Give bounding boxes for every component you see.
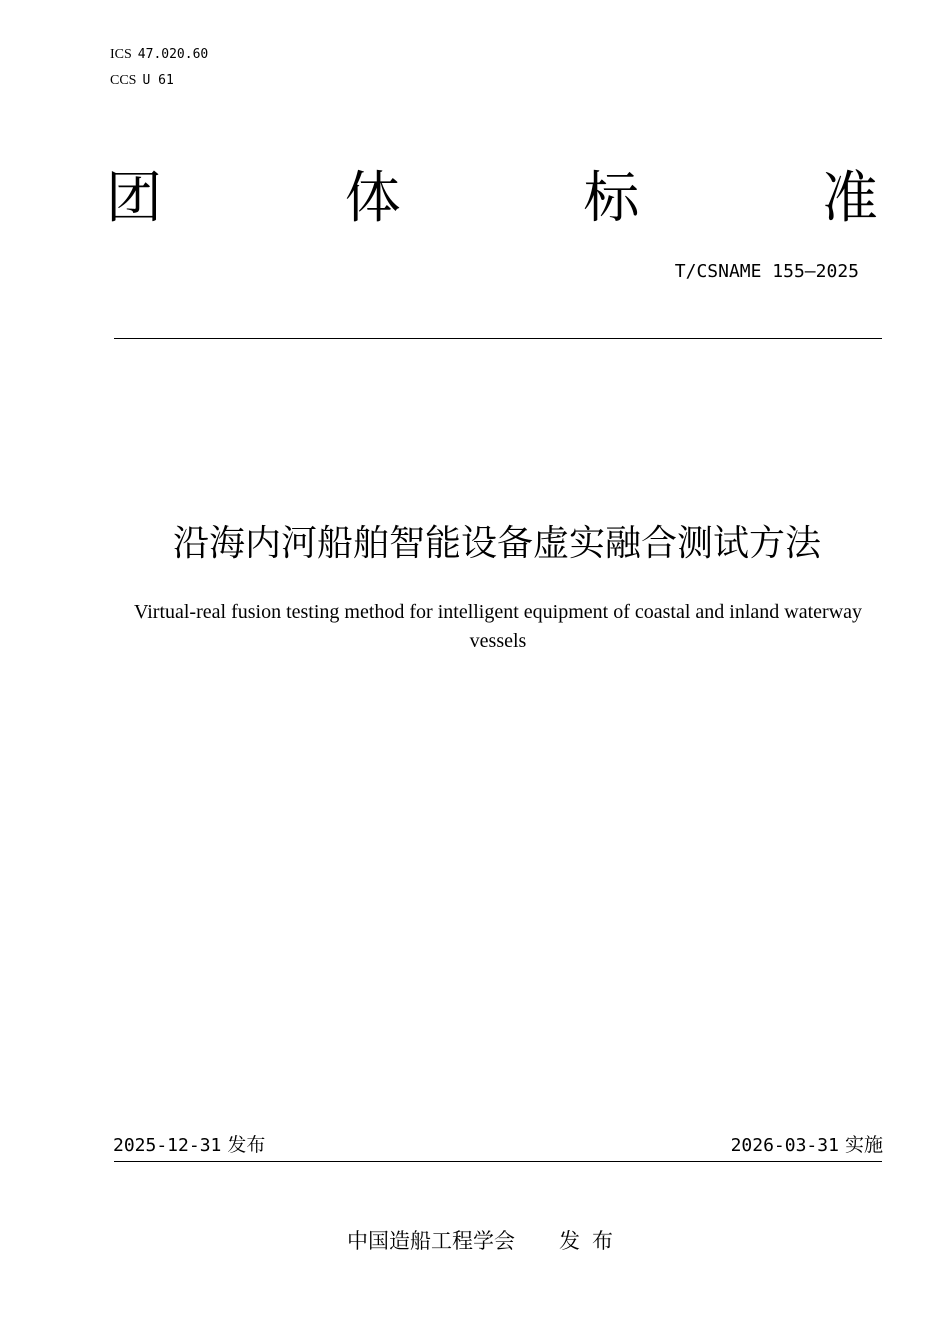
standard-type-char: 标 <box>583 166 640 231</box>
ccs-code: U 61 <box>142 73 174 88</box>
publisher-line <box>0 1226 950 1256</box>
top-divider <box>114 338 882 339</box>
publish-date-label: 发布 <box>227 1134 266 1156</box>
publisher-name: 中国造船工程学会 <box>347 1229 515 1253</box>
publish-date <box>113 1132 265 1159</box>
document-title-english: Virtual-real fusion testing method for intelligent equipment of coastal and inland waterway vessels <box>133 601 863 652</box>
standard-number: T/CSNAME 155—2025 <box>674 261 859 282</box>
publish-date-value: 2025-12-31 <box>113 1135 222 1156</box>
standard-type-char: 团 <box>106 166 162 231</box>
standard-type-heading <box>106 163 878 235</box>
ics-classification <box>110 46 208 64</box>
publisher-action: 发布 <box>559 1229 625 1253</box>
ccs-label: CCS <box>110 73 137 88</box>
document-title-chinese: 沿海内河船舶智能设备虚实融合测试方法 <box>172 523 821 564</box>
standard-type-char: 体 <box>344 166 401 231</box>
ics-label: ICS <box>110 47 132 62</box>
effective-date <box>731 1132 883 1159</box>
standard-type-char: 准 <box>821 166 878 231</box>
ccs-classification <box>110 72 174 90</box>
bottom-divider <box>114 1161 882 1162</box>
effective-date-label: 实施 <box>844 1134 883 1156</box>
ics-code: 47.020.60 <box>137 47 209 62</box>
effective-date-value: 2026-03-31 <box>730 1135 839 1156</box>
